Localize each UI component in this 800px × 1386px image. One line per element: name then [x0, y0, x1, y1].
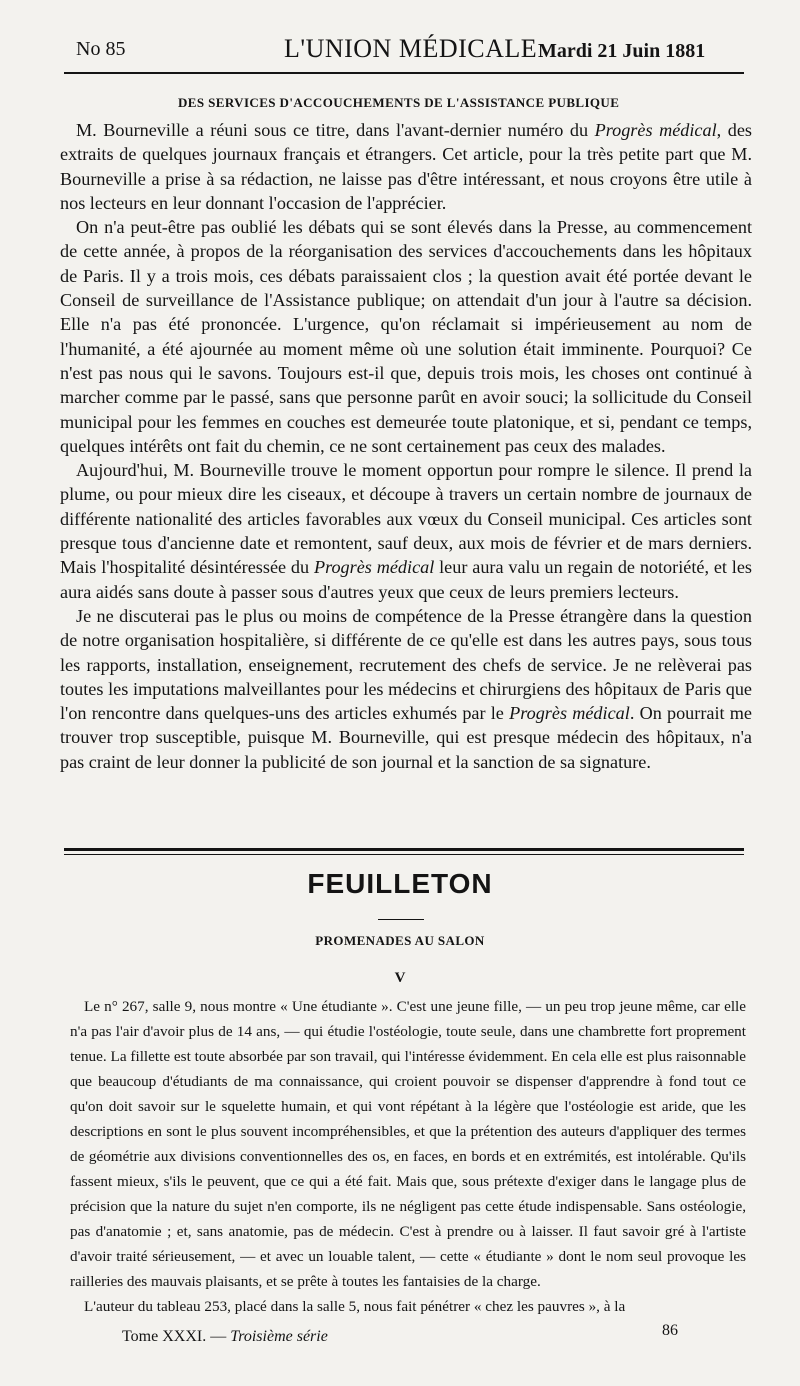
journal-name-italic: Progrès médical [509, 703, 630, 724]
article-paragraph: On n'a peut-être pas oublié les débats qui se sont élevés dans la Presse, au commencement de cette année, à propos de la réorganisation des services d'accouchements dans les hôpitaux de Paris. Il y a trois mois, ces débats paraissaient clos ; la question avait été portée devant le Conseil de surveillance de l'Assistance publique; on attendait d'un jour à l'autre sa décision. Elle n'a pas été prononcée. L'urgence, qu'on réclamait si impérieusement au nom de l'humanité, a été ajournée au moment même où une solution était imminente. Pourquoi? Ce n'est pas nous qui le savons. Toujours est-il que, depuis trois mois, les choses ont continué à marcher comme par le passé, sans que personne parût en avoir souci; la sollicitude du Conseil municipal pour les femmes en couches est demeurée toute platonique, et si, pendant ce temps, quelques intérêts ont fait du chemin, ce ne sont certainement pas ceux des malades. [60, 217, 752, 456]
feuilleton-rule-thick [64, 848, 744, 851]
article-paragraph [60, 118, 752, 215]
feuilleton-title: FEUILLETON [307, 868, 493, 899]
feuilleton-paragraph: Le n° 267, salle 9, nous montre « Une étudiante ». C'est une jeune fille, — un peu trop jeune même, car elle n'a pas l'air d'avoir plus de 14 ans, — qui étudie l'ostéologie, toute seule, dans une chambrette fort proprement tenue. La fillette est toute absorbée par son travail, qui l'intéresse évidemment. En cela elle est plus raisonnable que beaucoup d'étudiants de ma connaissance, qui croient pouvoir se dispenser d'apprendre à fond tout ce qu'on doit savoir sur le squelette humain, et qui vont répétant à la légère que l'ostéologie est aride, que les descriptions en sont le plus souvent incompréhensibles, et que la prétention des auteurs d'appliquer des termes de géométrie aux divisions conventionnelles des os, en faces, en bords et en extrémités, est intolérable. Qu'ils fassent mieux, s'ils le peuvent, que ce qui a été fait. Mais que, sous prétexte d'exiger dans le langage plus de précision que la nature du sujet n'en comporte, ils ne négligent pas cette étude indispensable. Sans ostéologie, pas d'anatomie ; et, sans anatomie, pas de médecin. C'est à prendre ou à laisser. Il faut savoir gré à l'artiste d'avoir traité sérieusement, — et avec un louable talent, — cette « étudiante » dont le nom seul provoque les railleries des mauvais plaisants, et se prête à toutes les fantaisies de la charge. [70, 998, 746, 1290]
article-paragraph [60, 604, 752, 774]
footer-tome-text: Tome XXXI. — [122, 1328, 231, 1345]
feuilleton-subtitle: PROMENADES AU SALON [315, 933, 485, 948]
footer-series-text: Troisième série [230, 1328, 328, 1345]
issue-date: Mardi 21 Juin 1881 [538, 40, 706, 62]
journal-title: L'UNION MÉDICALE [284, 34, 538, 63]
feuilleton-body [70, 994, 746, 1319]
feuilleton-divider [378, 919, 424, 920]
text-run: , des extraits de quelques journaux français et étrangers. Cet article, pour la très petite part que M. Bourneville a prise à sa rédaction, ne laisse pas d'être intéressant, et nous croyons être utile à nos lecteurs en leur donnant l'occasion de l'apprécier. [60, 120, 752, 213]
text-run: Aujourd'hui, M. Bourneville trouve le moment opportun pour rompre le silence. Il prend la plume, ou pour mieux dire les ciseaux, et découpe à travers un certain nombre de journaux de différente nationalité des articles favorables aux vœux du Conseil municipal. Ces articles sont presque tous d'ancienne date et remontent, sauf deux, aux mois de février et de mars derniers. Mais l'hospitalité désintéressée du [60, 460, 752, 578]
text-run: leur aura valu un regain de notoriété, et les aura aidés sans doute à passer sous d'autres yeux que ceux de leurs premiers lecteurs. [60, 557, 752, 602]
text-run: . On pourrait me trouver trop susceptible, puisque M. Bourneville, qui est presque médecin des hôpitaux, n'a pas craint de leur donner la publicité de son journal et la sanction de sa signature. [60, 703, 752, 772]
text-run: M. Bourneville a réuni sous ce titre, dans l'avant-dernier numéro du [76, 120, 595, 140]
footer-volume [122, 1328, 328, 1346]
text-run: Je ne discuterai pas le plus ou moins de compétence de la Presse étrangère dans la question de notre organisation hospitalière, si différente de ce qu'elle est dans les autres pays, sous tous les rapports, installation, enseignement, recrutement des chefs de service. Je ne relèverai pas toutes les imputations malveillantes pour les médecins et chirurgiens des hôpitaux de Paris que l'on rencontre dans quelques-uns des articles exhumés par le [60, 605, 752, 724]
section-title: DES SERVICES D'ACCOUCHEMENTS DE L'ASSISTANCE PUBLIQUE [178, 95, 620, 110]
feuilleton-rule-thin [64, 854, 744, 855]
feuilleton-part-number: V [394, 970, 406, 986]
page-number: 86 [662, 1322, 678, 1339]
header-rule [64, 72, 744, 74]
issue-number: No 85 [76, 38, 126, 60]
journal-name-italic: Progrès médical [594, 120, 717, 140]
feuilleton-paragraph: L'auteur du tableau 253, placé dans la salle 5, nous fait pénétrer « chez les pauvres », à la [84, 1298, 626, 1315]
article-body [60, 118, 752, 774]
article-paragraph [60, 458, 752, 604]
journal-name-italic: Progrès médical [313, 557, 435, 578]
